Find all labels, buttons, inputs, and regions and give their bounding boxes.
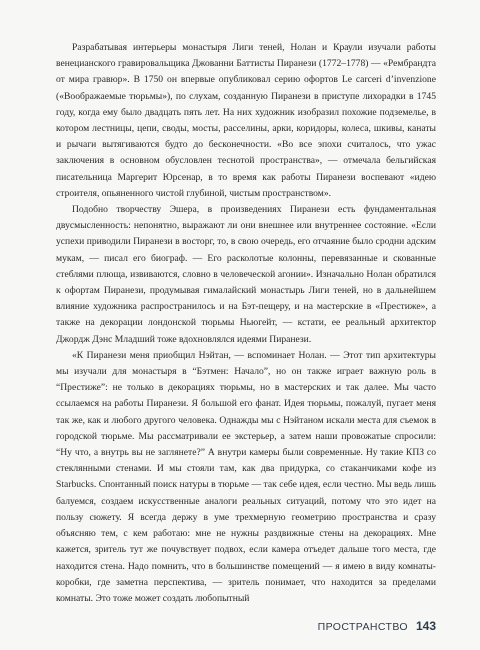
paragraph-1: Разрабатывая интерьеры монастыря Лиги теней, Нолан и Краули изучали работы венецианского гравировальщика Джованни Баттисты Пиранези (1772–1778) — «Рембрандта от мира гравюр». В 1750 он впервые опубликовал серию офортов Le carceri d’invenzione («Воображаемые тюрьмы»), по слухам, созданную Пиранези в приступе лихорадки в 1745 году, когда ему было двадцать пять лет. На них художник изобразил похожие подземелье, в котором лестницы, цепи, своды, мосты, расселины, арки, коридоры, колеса, шкивы, канаты и рычаги вытягиваются будто до бесконечности. «Во все эпохи считалось, что ужас заключения в основном обусловлен теснотой пространства», — отмечала бельгийская писательница Маргерит Юрсенар, в то время как работы Пиранези воспевают «идею строителя, опьяненного чистой глубиной, чистым пространством».	[56, 42, 436, 199]
paragraph-2: Подобно творчеству Эшера, в произведениях Пиранези есть фундаментальная двусмысленность: непонятно, выражают ли они внешнее или внутреннее состояние. «Если успехи приводили Пиранези в восторг, то, в свою очередь, его отчаяние было сродни адским мукам, — писал его биограф. — Его расколотые колонны, перевязанные и скованные стеблями плюща, извиваются, словно в человеческой агонии». Изначально Нолан обратился к офортам Пиранези, продумывая гималайский монастырь Лиги теней, но в дальнейшем влияние художника распространилось и на Бэт-пещеру, и на мастерские в «Престиже», а также на декорации лондонской тюрьмы Ньюгейт, — кстати, ее реальный архитектор Джордж Дэнс Младший тоже вдохновлялся идеями Пиранези.	[56, 204, 436, 345]
section-title: ПРОСТРАНСТВО	[317, 621, 408, 633]
body-text	[56, 40, 436, 607]
page-footer	[318, 619, 436, 633]
paragraph-3: «К Пиранези меня приобщил Нэйтан, — вспоминает Нолан. — Этот тип архитектуры мы изучали для монастыря в “Бэтмен: Начало”, но он также играет важную роль в “Престиже”: не только в декорациях тюрьмы, но в мастерских и так далее. Мы часто ссылаемся на работы Пиранези. Я большой его фанат. Идея тюрьмы, пожалуй, пугает меня так же, как и любого другого человека. Однажды мы с Нэйтаном искали места для съемок в городской тюрьме. Мы рассматривали ее экстерьер, а затем наши провожатые спросили: “Ну что, а внутрь вы не заглянете?” А внутри камеры были современные. Ну такие КПЗ со стеклянными стенами. И мы стояли там, как два придурка, со стаканчиками кофе из Starbucks. Спонтанный поиск натуры в тюрьме — так себе идея, если честно. Мы ведь лишь балуемся, создаем искусственные аналоги реальных ситуаций, потому что это идет на пользу сюжету. Я всегда держу в уме трехмерную геометрию пространства и сразу объясняю тем, с кем работаю: мне не нужны раздвижные стены на декорациях. Мне кажется, зритель тут же почувствует подвох, если камера отъедет дальше того места, где находится стена. Надо помнить, что в большинстве помещений — я имею в виду комнаты-коробки, где заметна перспектива, — зритель понимает, что находится за пределами комнаты. Это тоже может создать любопытный	[56, 349, 436, 604]
page-number: 143	[415, 619, 436, 633]
